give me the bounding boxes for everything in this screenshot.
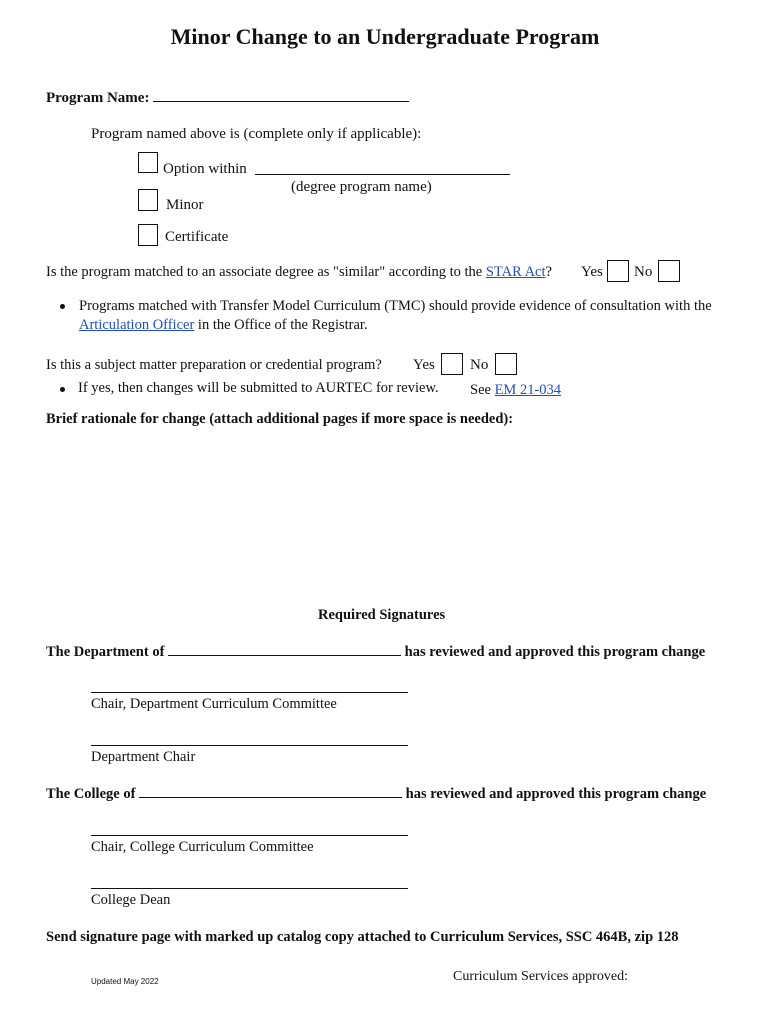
subject-yes-checkbox[interactable] [441, 353, 463, 375]
program-named-label: Program named above is (complete only if applicable): [91, 126, 422, 142]
department-prefix: The Department of [46, 644, 165, 660]
dept-committee-chair-label: Chair, Department Curriculum Committee [91, 696, 337, 712]
associate-question [46, 264, 552, 281]
certificate-label: Certificate [165, 229, 229, 245]
send-instructions: Send signature page with marked up catalog copy attached to Curriculum Services, SSC 464B, zip 128 [46, 929, 679, 945]
tmc-note-line2 [79, 317, 368, 334]
subject-yes-label: Yes [413, 357, 435, 373]
program-name-label: Program Name: [46, 90, 150, 106]
option-within-checkbox[interactable] [138, 152, 158, 173]
college-dean-label: College Dean [91, 892, 171, 908]
associate-yes-label: Yes [581, 264, 603, 280]
degree-program-name-caption: (degree program name) [291, 179, 432, 195]
see-label: See [470, 382, 495, 398]
certificate-checkbox[interactable] [138, 224, 158, 246]
curriculum-services-approved: Curriculum Services approved: [453, 969, 628, 984]
department-approval-row [46, 643, 705, 661]
dept-chair-signature-line[interactable] [91, 745, 408, 746]
page-title: Minor Change to an Undergraduate Program [170, 24, 600, 49]
rationale-label: Brief rationale for change (attach additional pages if more space is needed): [46, 411, 514, 427]
department-chair-label: Department Chair [91, 749, 196, 765]
subject-no-checkbox[interactable] [495, 353, 517, 375]
tmc-note-suffix: in the Office of the Registrar. [194, 317, 368, 333]
em-21-034-link[interactable]: EM 21-034 [494, 382, 562, 398]
updated-date: Updated May 2022 [91, 977, 159, 986]
star-act-link[interactable]: STAR Act [485, 264, 546, 280]
minor-label: Minor [166, 197, 204, 213]
college-name-field[interactable] [139, 785, 402, 798]
associate-no-checkbox[interactable] [658, 260, 680, 282]
associate-question-mark: ? [545, 264, 552, 280]
subject-matter-question: Is this a subject matter preparation or credential program? [46, 357, 382, 373]
college-approval-row [46, 785, 706, 803]
option-within-label: Option within [163, 161, 247, 177]
articulation-officer-link[interactable]: Articulation Officer [79, 317, 195, 333]
aurtec-note: If yes, then changes will be submitted to AURTEC for review. [78, 380, 439, 396]
college-dean-signature-line[interactable] [91, 888, 408, 889]
college-prefix: The College of [46, 786, 136, 802]
minor-checkbox[interactable] [138, 189, 158, 211]
bullet-icon [60, 304, 65, 309]
associate-no-label: No [634, 264, 653, 280]
rationale-area[interactable] [46, 432, 726, 597]
college-committee-signature-line[interactable] [91, 835, 408, 836]
associate-yes-checkbox[interactable] [607, 260, 629, 282]
department-name-field[interactable] [168, 643, 401, 656]
program-name-field[interactable] [153, 89, 409, 102]
em-reference [470, 382, 561, 399]
department-approved-text: has reviewed and approved this program change [404, 644, 706, 660]
program-name-row [46, 89, 409, 107]
college-approved-text: has reviewed and approved this program change [405, 786, 707, 802]
option-within-field[interactable] [255, 174, 510, 175]
tmc-note-line1: Programs matched with Transfer Model Curriculum (TMC) should provide evidence of consultation with the [79, 298, 712, 314]
associate-question-text: Is the program matched to an associate degree as "similar" according to the [46, 264, 486, 280]
signatures-heading: Required Signatures [318, 607, 446, 623]
college-committee-chair-label: Chair, College Curriculum Committee [91, 839, 314, 855]
subject-no-label: No [470, 357, 489, 373]
bullet-icon [60, 387, 65, 392]
dept-committee-signature-line[interactable] [91, 692, 408, 693]
